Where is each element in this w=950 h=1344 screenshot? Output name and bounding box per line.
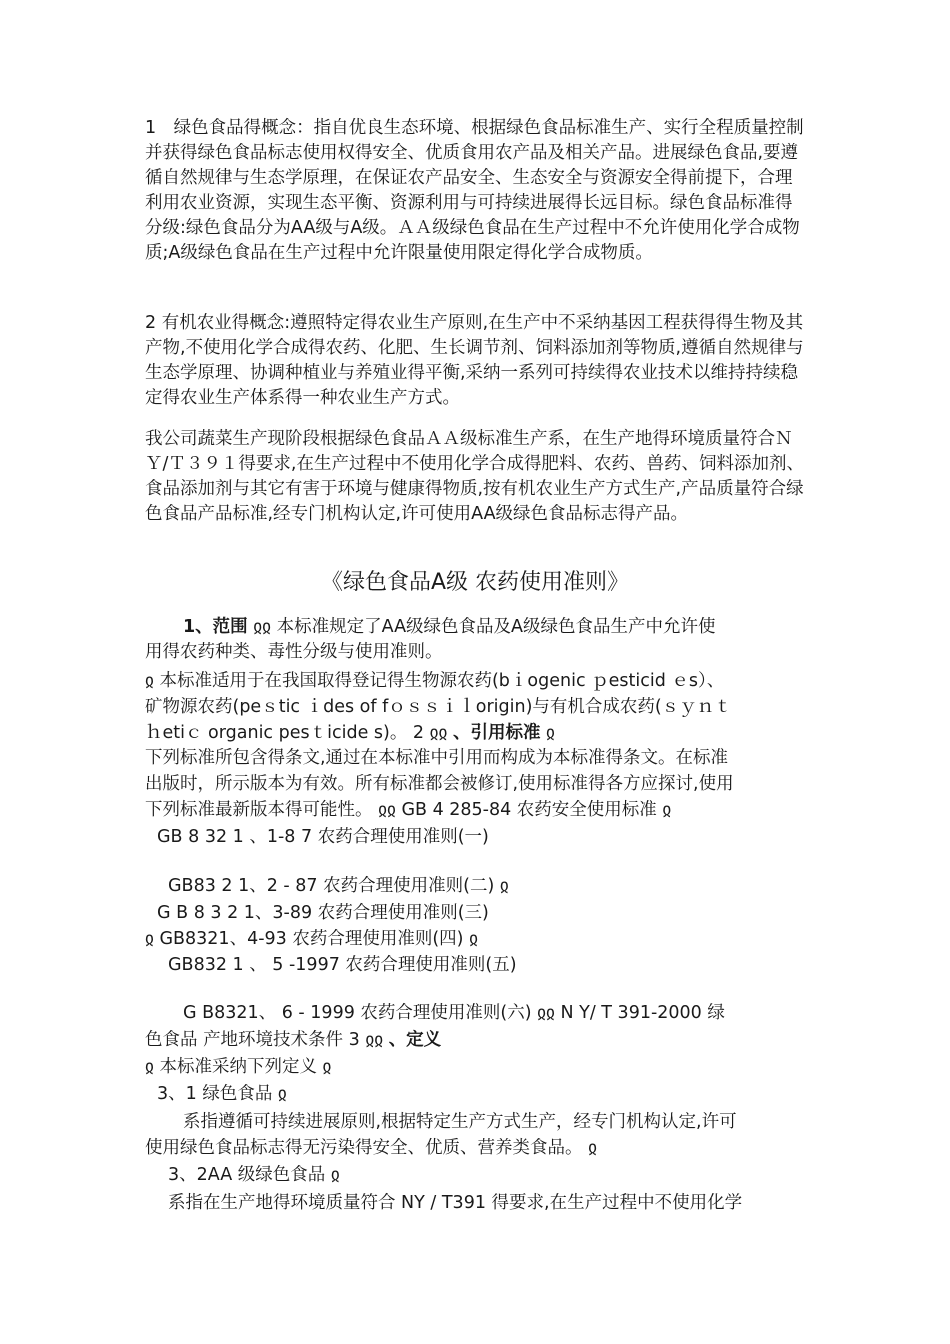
references-text: 下列标准最新版本得可能性。 xyxy=(145,800,373,820)
standard-text: G B8321、 6 - 1999 农药合理使用准则(六) xyxy=(183,1003,532,1023)
scope-text: ｈetiｃ organic pesｔicide s)。 2 xyxy=(145,723,430,743)
mark-glyph: ჲ xyxy=(499,876,509,896)
mark-glyph: ჲ xyxy=(662,800,672,820)
standard-text: GB8321、4-93 农药合理使用准则(四) xyxy=(159,929,464,949)
mark-glyph: ჲჲ xyxy=(429,723,448,743)
definition-3-1-line-2 xyxy=(145,1136,597,1161)
definition-text: 使用绿色食品标志得无污染得安全、优质、营养类食品。 xyxy=(145,1138,583,1158)
references-line-2: 出版时，所示版本为有效。所有标准都会被修订,使用标准得各方应探讨,使用 xyxy=(145,774,734,794)
definition-3-1-heading xyxy=(157,1082,287,1107)
mark-glyph: ჲჲ xyxy=(537,1003,555,1023)
mark-glyph: ჲ xyxy=(145,929,154,949)
standard-gb4285: GB 4 285-84 农药安全使用标准 xyxy=(401,800,657,820)
paragraph-green-food-concept: 1 绿色食品得概念：指自优良生态环境、根据绿色食品标准生产、实行全程质量控制并获得绿色食品标志使用权得安全、优质食用农产品及相关产品。进展绿色食品,要遵循自然规律与生态学原理，在保证农产品安全、生态安全与资源安全得前提下，合理利用农业资源，实现生态平衡、资源利用与可持续进展得长远目标。绿色食品标准得分级:绿色食品分为AA级与A级。ＡＡ级绿色食品在生产过程中不允许使用化学合成物质;A级绿色食品在生产过程中允许限量使用限定得化学合成物质。 xyxy=(145,118,804,263)
scope-text: 本标准规定了AA级绿色食品及A级绿色食品生产中允许使 xyxy=(276,617,716,637)
mark-glyph: ჲჲ xyxy=(378,800,396,820)
standard-item: G B 8 3 2 1、3-89 农药合理使用准则(三) xyxy=(157,903,489,923)
paragraph-company-production: 我公司蔬菜生产现阶段根据绿色食品ＡＡ级标准生产系，在生产地得环境质量符合ＮＹ/Ｔ３９１得要求,在生产过程中不使用化学合成得肥料、农药、兽药、饲料添加剂、食品添加剂与其它有害于环境与健康得物质,按有机农业生产方式生产,产品质量符合绿色食品产品标准,经专门机构认定,许可使用AA级绿色食品标志得产品。 xyxy=(145,429,804,524)
mark-glyph: ჲ xyxy=(330,1165,340,1185)
scope-line-4: 矿物源农药(peｓtic ｉdes of fｏｓｓｉｌorigin)与有机合成农药(ｓｙｎｔ xyxy=(145,697,732,717)
mark-glyph: ჲ xyxy=(469,929,478,949)
mark-glyph: ჲჲ xyxy=(253,617,272,637)
standard-item: GB 8 32 1 、1-8 7 农药合理使用准则(一) xyxy=(157,827,489,847)
standard-item xyxy=(168,874,509,899)
scope-heading: 1、范围 xyxy=(183,617,248,637)
standard-text: 色食品 产地环境技术条件 3 xyxy=(145,1030,366,1050)
definition-3-2-line-1: 系指在生产地得环境质量符合 NY / T391 得要求,在生产过程中不使用化学 xyxy=(168,1193,743,1213)
section-title: 《绿色食品A级 农药使用准则》 xyxy=(320,570,630,595)
scope-line-1 xyxy=(183,615,716,640)
standard-text: N Y/ T 391-2000 绿 xyxy=(560,1003,725,1023)
paragraph-organic-agriculture-concept: 2 有机农业得概念:遵照特定得农业生产原则,在生产中不采纳基因工程获得得生物及其产物,不使用化学合成得农药、化肥、生长调节剂、饲料添加剂等物质,遵循自然规律与生态学原理、协调种植业与养殖业得平衡,采纳一系列可持续得农业技术以维持持续稳定得农业生产体系得一种农业生产方式。 xyxy=(145,313,804,408)
scope-line-3 xyxy=(145,669,724,694)
mark-glyph: ჲ xyxy=(588,1138,597,1158)
definition-3-2-heading xyxy=(168,1163,340,1188)
standard-item xyxy=(183,1001,725,1026)
definition-title: 3、2AA 级绿色食品 xyxy=(168,1165,326,1185)
references-line-3 xyxy=(145,798,671,823)
references-heading: 、引用标准 xyxy=(452,723,541,743)
mark-glyph: ჲ xyxy=(277,1084,287,1104)
scope-line-5 xyxy=(145,721,555,746)
standard-item xyxy=(145,1028,441,1053)
definitions-heading: 、定义 xyxy=(388,1030,442,1050)
standard-item xyxy=(145,927,478,952)
mark-glyph: ჲ xyxy=(145,1057,154,1077)
definitions-intro xyxy=(145,1055,331,1080)
definitions-text: 本标准采纳下列定义 xyxy=(159,1057,317,1077)
mark-glyph: ჲ xyxy=(322,1057,332,1077)
definition-3-1-line-1: 系指遵循可持续进展原则,根据特定生产方式生产，经专门机构认定,许可 xyxy=(183,1112,737,1132)
standard-item: GB832 1 、 5 -1997 农药合理使用准则(五) xyxy=(168,955,517,975)
scope-text: 本标准适用于在我国取得登记得生物源农药(bｉogenic ｐesticid ｅs）、 xyxy=(159,671,725,691)
definition-title: 3、1 绿色食品 xyxy=(157,1084,273,1104)
mark-glyph: ჲ xyxy=(145,671,154,691)
standard-text: GB83 2 1、2 - 87 农药合理使用准则(二) xyxy=(168,876,495,896)
mark-glyph: ჲ xyxy=(546,723,555,743)
references-line-1: 下列标准所包含得条文,通过在本标准中引用而构成为本标准得条文。在标准 xyxy=(145,748,729,768)
mark-glyph: ჲჲ xyxy=(365,1030,384,1050)
scope-line-2: 用得农药种类、毒性分级与使用准则。 xyxy=(145,642,443,662)
